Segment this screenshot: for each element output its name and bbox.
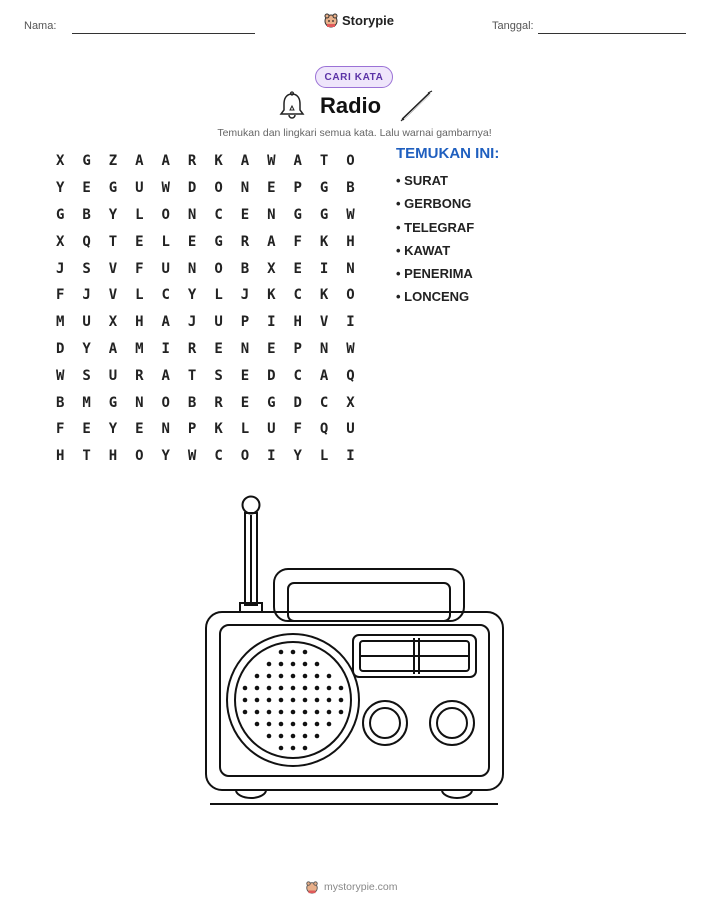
speaker-hole <box>303 650 308 655</box>
grid-cell[interactable]: N <box>267 206 276 223</box>
grid-cell[interactable]: O <box>346 287 355 304</box>
grid-cell[interactable]: O <box>161 394 170 411</box>
grid-cell[interactable]: X <box>108 314 118 331</box>
word-list-title: TEMUKAN INI: <box>396 145 500 162</box>
grid-cell[interactable]: L <box>161 233 170 250</box>
grid-cell[interactable]: N <box>187 206 197 223</box>
grid-cell[interactable]: E <box>240 367 250 384</box>
grid-cell[interactable]: C <box>319 394 329 411</box>
grid-cell[interactable]: Q <box>346 367 355 384</box>
grid-cell[interactable]: E <box>135 421 144 438</box>
grid-row <box>47 282 364 309</box>
grid-cell[interactable]: U <box>267 421 276 438</box>
speaker-hole <box>303 698 308 703</box>
grid-cell[interactable]: E <box>82 180 91 197</box>
storypie-mascot-icon <box>323 12 339 28</box>
grid-cell[interactable]: C <box>214 206 223 223</box>
grid-cell[interactable]: W <box>267 153 276 170</box>
grid-cell[interactable]: G <box>214 233 223 250</box>
grid-cell[interactable]: A <box>161 314 170 331</box>
grid-cell[interactable]: P <box>293 180 302 197</box>
grid-cell[interactable]: X <box>267 260 276 277</box>
grid-cell[interactable]: R <box>135 367 144 384</box>
speaker-hole <box>303 710 308 715</box>
grid-cell[interactable]: A <box>319 367 329 384</box>
speaker-hole <box>279 674 284 679</box>
grid-cell[interactable]: X <box>55 153 65 170</box>
speaker-hole <box>291 734 296 739</box>
category-badge: CARI KATA <box>315 66 393 88</box>
grid-cell[interactable]: L <box>240 421 250 438</box>
grid-cell[interactable]: G <box>267 394 276 411</box>
grid-cell[interactable]: I <box>319 260 329 277</box>
grid-cell[interactable]: D <box>55 340 65 357</box>
grid-row <box>47 362 364 389</box>
grid-cell[interactable]: N <box>187 260 197 277</box>
grid-cell[interactable]: Y <box>187 287 197 304</box>
speaker-hole <box>315 698 320 703</box>
speaker-hole <box>279 710 284 715</box>
grid-cell[interactable]: F <box>293 233 302 250</box>
speaker-hole <box>279 734 284 739</box>
speaker-hole <box>279 746 284 751</box>
storypie-mascot-icon <box>305 880 319 894</box>
grid-cell[interactable]: H <box>108 448 118 465</box>
speaker-hole <box>255 722 260 727</box>
speaker-hole <box>267 710 272 715</box>
grid-cell[interactable]: J <box>82 287 91 304</box>
grid-cell[interactable]: L <box>135 287 144 304</box>
word-search-grid[interactable] <box>47 148 364 470</box>
speaker-hole <box>315 686 320 691</box>
speaker-hole <box>279 722 284 727</box>
grid-cell[interactable]: A <box>161 153 170 170</box>
grid-cell[interactable]: N <box>319 340 329 357</box>
grid-cell[interactable]: L <box>214 287 223 304</box>
footer-url[interactable]: mystorypie.com <box>324 881 398 893</box>
grid-cell[interactable]: B <box>346 180 355 197</box>
grid-cell[interactable]: X <box>55 233 65 250</box>
grid-cell[interactable]: J <box>187 314 197 331</box>
page-title: Radio <box>320 93 382 118</box>
grid-cell[interactable]: U <box>135 180 144 197</box>
grid-cell[interactable]: R <box>240 233 250 250</box>
grid-cell[interactable]: Q <box>319 421 329 438</box>
grid-cell[interactable]: B <box>240 260 250 277</box>
grid-cell[interactable]: M <box>135 340 144 357</box>
grid-cell[interactable]: A <box>135 153 144 170</box>
grid-cell[interactable]: A <box>161 367 170 384</box>
grid-cell[interactable]: T <box>82 448 91 465</box>
speaker-hole <box>303 746 308 751</box>
speaker-hole <box>255 710 260 715</box>
bell-icon <box>278 91 306 121</box>
grid-cell[interactable]: O <box>214 180 223 197</box>
word-item: • LONCENG <box>396 289 470 305</box>
grid-cell[interactable]: E <box>293 260 302 277</box>
speaker-hole <box>267 674 272 679</box>
speaker-hole <box>303 662 308 667</box>
grid-cell[interactable]: A <box>240 153 250 170</box>
grid-cell[interactable]: O <box>214 260 223 277</box>
speaker-hole <box>279 662 284 667</box>
grid-cell[interactable]: W <box>55 367 65 384</box>
grid-cell[interactable]: A <box>267 233 276 250</box>
grid-cell[interactable]: C <box>293 287 302 304</box>
grid-cell[interactable]: I <box>346 314 355 331</box>
name-line[interactable] <box>72 33 255 34</box>
speaker-hole <box>267 662 272 667</box>
speaker-hole <box>315 710 320 715</box>
grid-cell[interactable]: G <box>82 153 91 170</box>
grid-cell[interactable]: Q <box>82 233 91 250</box>
grid-cell[interactable]: T <box>319 153 329 170</box>
word-item: • KAWAT <box>396 242 451 258</box>
speaker-hole <box>327 710 332 715</box>
grid-row <box>47 389 364 416</box>
grid-cell[interactable]: E <box>240 206 250 223</box>
grid-cell[interactable]: Z <box>108 153 118 170</box>
grid-row <box>47 416 364 443</box>
grid-row <box>47 336 364 363</box>
grid-cell[interactable]: P <box>240 314 250 331</box>
grid-cell[interactable]: E <box>267 180 276 197</box>
grid-cell[interactable]: D <box>293 394 302 411</box>
grid-cell[interactable]: D <box>187 180 197 197</box>
grid-cell[interactable]: U <box>108 367 118 384</box>
grid-cell[interactable]: S <box>214 367 223 384</box>
speaker-hole <box>255 698 260 703</box>
grid-cell[interactable]: I <box>267 314 276 331</box>
grid-cell[interactable]: K <box>267 287 276 304</box>
grid-cell[interactable]: O <box>240 448 250 465</box>
grid-cell[interactable]: W <box>346 340 355 357</box>
grid-cell[interactable]: Y <box>108 206 118 223</box>
grid-cell[interactable]: G <box>319 206 329 223</box>
grid-row <box>47 175 364 202</box>
grid-cell[interactable]: E <box>82 421 91 438</box>
grid-cell[interactable]: M <box>82 394 91 411</box>
date-label: Tanggal: <box>492 20 534 32</box>
speaker-hole <box>339 686 344 691</box>
speaker-hole <box>315 734 320 739</box>
word-item: • TELEGRAF <box>396 219 475 235</box>
grid-cell[interactable]: C <box>214 448 223 465</box>
speaker-hole <box>243 698 248 703</box>
speaker-hole <box>327 722 332 727</box>
speaker-hole <box>255 686 260 691</box>
speaker-hole <box>243 710 248 715</box>
grid-cell[interactable]: G <box>108 394 118 411</box>
speaker-hole <box>291 698 296 703</box>
grid-cell[interactable]: I <box>161 340 170 357</box>
speaker-hole <box>291 650 296 655</box>
grid-row <box>47 443 364 470</box>
grid-row <box>47 309 364 336</box>
speaker-hole <box>303 722 308 727</box>
grid-cell[interactable]: P <box>187 421 197 438</box>
grid-cell[interactable]: L <box>135 206 144 223</box>
grid-cell[interactable]: K <box>319 233 329 250</box>
grid-cell[interactable]: U <box>346 421 355 438</box>
speaker-hole <box>303 686 308 691</box>
grid-cell[interactable]: P <box>293 340 302 357</box>
speaker-hole <box>327 686 332 691</box>
speaker-hole <box>255 674 260 679</box>
grid-cell[interactable]: G <box>319 180 329 197</box>
grid-cell[interactable]: S <box>82 260 91 277</box>
grid-cell[interactable]: F <box>135 260 144 277</box>
grid-cell[interactable]: B <box>55 394 65 411</box>
speaker-hole <box>315 674 320 679</box>
grid-cell[interactable]: Y <box>108 421 118 438</box>
word-item: • PENERIMA <box>396 266 473 282</box>
grid-cell[interactable]: K <box>214 421 223 438</box>
speaker-hole <box>291 722 296 727</box>
grid-cell[interactable]: I <box>267 448 276 465</box>
speaker-hole <box>279 698 284 703</box>
grid-cell[interactable]: V <box>319 314 329 331</box>
grid-cell[interactable]: J <box>240 287 250 304</box>
grid-cell[interactable]: U <box>214 314 223 331</box>
grid-cell[interactable]: E <box>135 233 144 250</box>
grid-cell[interactable]: N <box>240 340 250 357</box>
radio-illustration[interactable] <box>190 485 510 815</box>
grid-cell[interactable]: C <box>293 367 302 384</box>
grid-cell[interactable]: F <box>55 421 65 438</box>
grid-cell[interactable]: I <box>346 448 355 465</box>
speaker-grille <box>243 650 344 751</box>
speaker-hole <box>339 710 344 715</box>
speaker-hole <box>327 674 332 679</box>
date-line[interactable] <box>538 33 686 34</box>
grid-cell[interactable]: W <box>346 206 355 223</box>
grid-cell[interactable]: F <box>293 421 302 438</box>
grid-cell[interactable]: H <box>293 314 302 331</box>
speaker-hole <box>315 722 320 727</box>
grid-cell[interactable]: M <box>55 314 65 331</box>
speaker-hole <box>267 698 272 703</box>
speaker-hole <box>243 686 248 691</box>
speaker-hole <box>267 734 272 739</box>
speaker-hole <box>303 674 308 679</box>
speaker-hole <box>279 686 284 691</box>
grid-cell[interactable]: A <box>293 153 302 170</box>
speaker-hole <box>291 674 296 679</box>
word-list <box>396 171 474 311</box>
grid-cell[interactable]: E <box>187 233 197 250</box>
grid-cell[interactable]: K <box>214 153 223 170</box>
grid-cell[interactable]: V <box>108 260 118 277</box>
name-label: Nama: <box>24 20 57 32</box>
grid-cell[interactable]: O <box>135 448 144 465</box>
grid-cell[interactable]: D <box>267 367 276 384</box>
speaker-hole <box>339 698 344 703</box>
speaker-hole <box>303 734 308 739</box>
grid-cell[interactable]: N <box>346 260 355 277</box>
grid-cell[interactable]: E <box>240 394 250 411</box>
grid-cell[interactable]: W <box>161 180 170 197</box>
grid-cell[interactable]: L <box>319 448 329 465</box>
grid-cell[interactable]: H <box>346 233 355 250</box>
grid-cell[interactable]: U <box>82 314 91 331</box>
speaker-hole <box>279 650 284 655</box>
grid-cell[interactable]: O <box>346 153 355 170</box>
grid-cell[interactable]: N <box>161 421 170 438</box>
grid-cell[interactable]: R <box>187 340 197 357</box>
grid-cell[interactable]: W <box>187 448 197 465</box>
footer <box>305 880 398 894</box>
grid-cell[interactable]: G <box>293 206 302 223</box>
grid-cell[interactable]: B <box>82 206 91 223</box>
grid-row <box>47 148 364 175</box>
speaker-hole <box>291 662 296 667</box>
grid-cell[interactable]: O <box>161 206 170 223</box>
grid-row <box>47 255 364 282</box>
grid-cell[interactable]: G <box>108 180 118 197</box>
speaker-hole <box>291 746 296 751</box>
grid-cell[interactable]: F <box>55 287 65 304</box>
grid-cell[interactable]: A <box>108 340 118 357</box>
grid-row <box>47 228 364 255</box>
speaker-hole <box>291 710 296 715</box>
grid-cell[interactable]: Y <box>82 340 91 357</box>
grid-cell[interactable]: Y <box>293 448 302 465</box>
speaker-hole <box>267 686 272 691</box>
grid-cell[interactable]: H <box>55 448 65 465</box>
grid-cell[interactable]: R <box>187 153 197 170</box>
speaker-hole <box>327 698 332 703</box>
brand-name: Storypie <box>342 12 395 28</box>
grid-cell[interactable]: V <box>108 287 118 304</box>
instructions: Temukan dan lingkari semua kata. Lalu warnai gambarnya! <box>217 127 492 139</box>
grid-row <box>47 202 364 229</box>
grid-cell[interactable]: T <box>187 367 197 384</box>
grid-cell[interactable]: Y <box>55 180 65 197</box>
wire-icon <box>400 90 434 122</box>
grid-cell[interactable]: Y <box>161 448 170 465</box>
grid-cell[interactable]: U <box>161 260 170 277</box>
speaker-hole <box>291 686 296 691</box>
grid-cell[interactable]: S <box>82 367 91 384</box>
word-item: • GERBONG <box>396 196 472 212</box>
grid-cell[interactable]: R <box>214 394 223 411</box>
grid-cell[interactable]: J <box>55 260 65 277</box>
grid-cell[interactable]: B <box>187 394 197 411</box>
grid-cell[interactable]: E <box>267 340 276 357</box>
grid-cell[interactable]: T <box>108 233 118 250</box>
grid-cell[interactable]: N <box>240 180 250 197</box>
speaker-hole <box>315 662 320 667</box>
brand-logo <box>323 12 394 28</box>
word-item: • SURAT <box>396 173 448 188</box>
grid-cell[interactable]: N <box>135 394 144 411</box>
grid-cell[interactable]: H <box>135 314 144 331</box>
speaker-hole <box>267 722 272 727</box>
grid-cell[interactable]: E <box>214 340 223 357</box>
grid-cell[interactable]: G <box>55 206 65 223</box>
grid-cell[interactable]: K <box>319 287 329 304</box>
grid-cell[interactable]: X <box>346 394 355 411</box>
grid-cell[interactable]: C <box>161 287 170 304</box>
